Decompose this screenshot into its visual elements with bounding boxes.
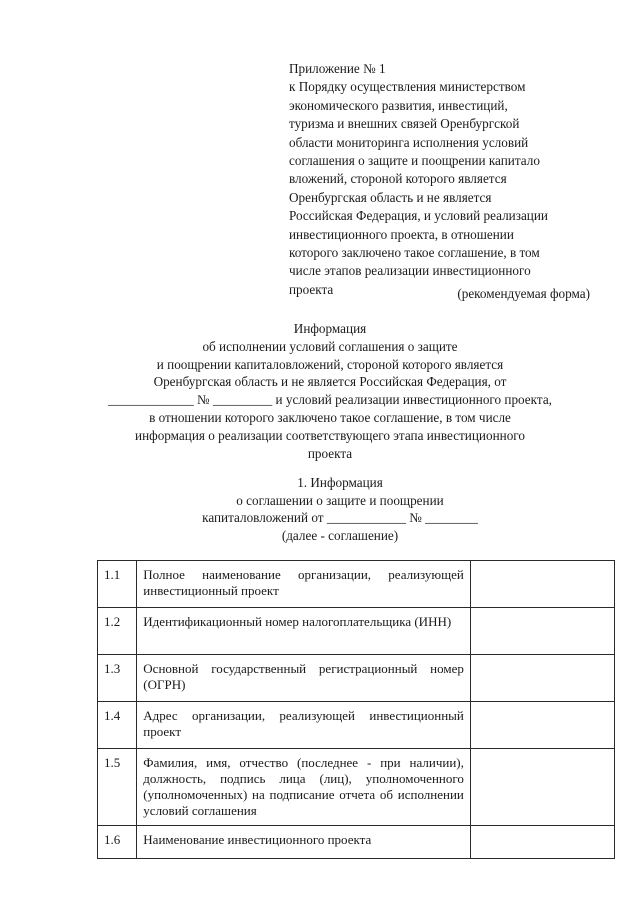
appendix-line: проекта — [289, 281, 334, 297]
table-row — [98, 826, 615, 859]
appendix-line: Оренбургская область и не является — [289, 189, 492, 205]
section-line: капиталовложений от ____________ № ________ — [202, 510, 478, 526]
row-value-cell[interactable] — [470, 561, 614, 608]
information-heading — [70, 320, 590, 462]
section-line: (далее - соглашение) — [281, 527, 399, 543]
row-value-cell[interactable] — [470, 702, 614, 749]
row-number: 1.6 — [98, 826, 137, 859]
row-label: Наименование инвестиционного проекта — [137, 826, 471, 859]
information-title: Информация — [293, 321, 367, 336]
information-line: об исполнении условий соглашения о защите — [202, 338, 458, 354]
appendix-header — [289, 60, 599, 299]
appendix-line: Российская Федерация, и условий реализации — [289, 208, 548, 224]
recommended-form-note: (рекомендуемая форма) — [457, 286, 590, 301]
appendix-line: области мониторинга исполнения условий — [289, 134, 529, 150]
appendix-line: соглашения о защите и поощрении капитало — [289, 153, 540, 169]
row-number: 1.5 — [98, 749, 137, 826]
table-row — [98, 702, 615, 749]
information-line: в отношении которого заключено такое соглашение, в том числе — [149, 409, 511, 425]
appendix-line: туризма и внешних связей Оренбургской — [289, 116, 520, 132]
row-number: 1.3 — [98, 655, 137, 702]
row-number: 1.1 — [98, 561, 137, 608]
row-value-cell[interactable] — [470, 655, 614, 702]
table-row — [98, 655, 615, 702]
appendix-line: экономического развития, инвестиций, — [289, 97, 508, 113]
row-value-cell[interactable] — [470, 749, 614, 826]
row-number: 1.4 — [98, 702, 137, 749]
row-label: Фамилия, имя, отчество (последнее - при наличии), должность, подпись лица (лиц), уполномоченного (уполномоченных) на подписание отчета об исполнении условий соглашения — [137, 749, 471, 826]
appendix-line: которого заключено такое соглашение, в том — [289, 245, 540, 261]
row-label: Идентификационный номер налогоплательщика (ИНН) — [137, 608, 471, 655]
row-label: Адрес организации, реализующей инвестиционный проект — [137, 702, 471, 749]
appendix-line: инвестиционного проекта, в отношении — [289, 226, 514, 242]
table-row — [98, 608, 615, 655]
information-line: Оренбургская область и не является Российская Федерация, от — [153, 374, 507, 390]
information-line: _____________ № _________ и условий реализации инвестиционного проекта, — [108, 392, 552, 408]
row-value-cell[interactable] — [470, 608, 614, 655]
row-number: 1.2 — [98, 608, 137, 655]
information-line: и поощрении капиталовложений, стороной которого является — [156, 356, 504, 372]
row-label: Основной государственный регистрационный номер (ОГРН) — [137, 655, 471, 702]
appendix-title: Приложение № 1 — [289, 61, 386, 76]
row-value-cell[interactable] — [470, 826, 614, 859]
table-row — [98, 749, 615, 826]
information-line: информация о реализации соответствующего этапа инвестиционного — [135, 427, 525, 443]
information-line: проекта — [307, 445, 353, 461]
section-1-heading — [130, 474, 550, 544]
row-label: Полное наименование организации, реализующей инвестиционный проект — [137, 561, 471, 608]
section-title: 1. Информация — [297, 475, 383, 490]
appendix-line: числе этапов реализации инвестиционного — [289, 263, 531, 279]
appendix-line: вложений, стороной которого является — [289, 171, 507, 187]
agreement-info-table — [97, 560, 615, 859]
table-row — [98, 561, 615, 608]
section-line: о соглашении о защите и поощрении — [236, 492, 444, 508]
appendix-line: к Порядку осуществления министерством — [289, 79, 526, 95]
